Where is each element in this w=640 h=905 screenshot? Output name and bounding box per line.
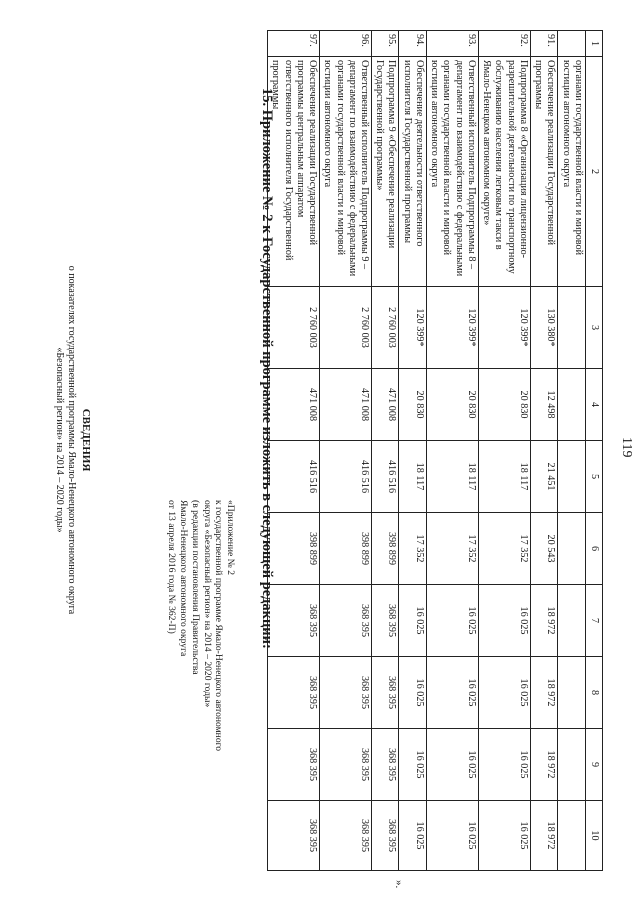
value-cell: 368 395	[268, 585, 320, 657]
column-header: 8	[585, 657, 602, 729]
value-cell: 16 025	[399, 729, 426, 801]
row-number: 91.	[530, 31, 557, 57]
table-row	[320, 31, 372, 871]
value-cell	[558, 287, 585, 369]
row-name: Обеспечение деятельности ответственного исполнителя Государственной программы	[399, 57, 426, 287]
value-cell: 368 395	[320, 585, 372, 657]
appendix-reference	[166, 500, 236, 850]
row-name: Подпрограмма 9 «Обеспечение реализации Государственной программы»	[372, 57, 399, 287]
value-cell: 20 830	[426, 369, 478, 441]
value-cell: 2 760 003	[320, 287, 372, 369]
value-cell: 17 352	[478, 513, 530, 585]
row-name: Ответственный исполнитель Подпрограммы 9 – департамент по взаимодействию с федеральными органами государственной власти и мировой юстиции автономного округа	[320, 57, 372, 287]
value-cell: 130 380*	[530, 287, 557, 369]
column-header: 3	[585, 287, 602, 369]
value-cell: 18 972	[530, 801, 557, 871]
appendix-line: к государственной программе Ямало-Ненецкого автономного	[213, 500, 225, 752]
value-cell: 368 395	[372, 657, 399, 729]
table-row	[558, 31, 585, 871]
column-header: 4	[585, 369, 602, 441]
row-number: 93.	[426, 31, 478, 57]
value-cell	[558, 513, 585, 585]
value-cell: 18 117	[399, 441, 426, 513]
value-cell: 18 972	[530, 729, 557, 801]
value-cell	[558, 801, 585, 871]
value-cell: 16 025	[478, 585, 530, 657]
value-cell: 18 972	[530, 657, 557, 729]
value-cell: 416 516	[268, 441, 320, 513]
column-header: 10	[585, 801, 602, 871]
value-cell: 368 395	[320, 801, 372, 871]
value-cell: 20 830	[478, 369, 530, 441]
value-cell: 16 025	[478, 657, 530, 729]
value-cell: 368 395	[268, 801, 320, 871]
appendix-line: «Приложение № 2	[225, 500, 236, 576]
value-cell: 20 543	[530, 513, 557, 585]
value-cell	[558, 441, 585, 513]
svedenia-line: о показателях государственной программы Ямало-Ненецкого автономного округа	[66, 265, 78, 615]
value-cell: 368 395	[320, 729, 372, 801]
table-row	[372, 31, 399, 871]
closing-quote: ».	[393, 880, 405, 889]
value-cell: 120 399*	[426, 287, 478, 369]
column-header: 2	[585, 57, 602, 287]
value-cell: 16 025	[426, 729, 478, 801]
value-cell: 16 025	[478, 801, 530, 871]
value-cell: 471 008	[268, 369, 320, 441]
table-row	[426, 31, 478, 871]
page-number: 119	[619, 437, 634, 458]
value-cell: 368 395	[268, 729, 320, 801]
value-cell	[558, 585, 585, 657]
column-header: 7	[585, 585, 602, 657]
row-name: Подпрограмма 8 «Организация лицензионно-разрешительной деятельности по транспортному обслуживанию населения легковым такси в Ямало-Ненецком автономном округе»	[478, 57, 530, 287]
table-row	[530, 31, 557, 871]
value-cell: 18 117	[478, 441, 530, 513]
value-cell: 416 516	[320, 441, 372, 513]
value-cell: 20 830	[399, 369, 426, 441]
appendix-line: округа «Безопасный регион» на 2014 – 2020 годы»	[201, 500, 213, 708]
value-cell: 16 025	[399, 801, 426, 871]
value-cell: 368 395	[372, 801, 399, 871]
value-cell	[558, 729, 585, 801]
column-header: 5	[585, 441, 602, 513]
value-cell: 368 395	[268, 657, 320, 729]
row-name: Обеспечение реализации Государственной программы центральным аппаратом ответственного исполнителя Государственной программы	[268, 57, 320, 287]
value-cell: 16 025	[426, 801, 478, 871]
appendix-line: Ямало-Ненецкого автономного округа	[178, 500, 190, 657]
value-cell: 17 352	[399, 513, 426, 585]
value-cell: 416 516	[372, 441, 399, 513]
value-cell: 16 025	[426, 585, 478, 657]
value-cell: 17 352	[426, 513, 478, 585]
value-cell: 16 025	[399, 585, 426, 657]
value-cell: 16 025	[426, 657, 478, 729]
value-cell	[558, 657, 585, 729]
value-cell: 368 395	[372, 585, 399, 657]
row-number	[558, 31, 585, 57]
svedenia-line: «Безопасный регион» на 2014 – 2020 годы»	[53, 347, 65, 533]
value-cell: 120 399*	[399, 287, 426, 369]
column-header: 1	[585, 31, 602, 57]
row-number: 92.	[478, 31, 530, 57]
appendix-line: (в редакции постановления Правительства	[189, 500, 201, 675]
appendix-line: от 13 апреля 2016 года № 362-П)	[166, 500, 178, 634]
value-cell: 398 899	[320, 513, 372, 585]
value-cell	[558, 369, 585, 441]
row-number: 97.	[268, 31, 320, 57]
value-cell: 471 008	[320, 369, 372, 441]
value-cell: 12 498	[530, 369, 557, 441]
row-name: органами государственной власти и мировой юстиции автономного округа	[558, 57, 585, 287]
budget-table	[267, 30, 603, 871]
row-number: 95.	[372, 31, 399, 57]
value-cell: 398 899	[268, 513, 320, 585]
table-row	[399, 31, 426, 871]
value-cell: 2 760 003	[268, 287, 320, 369]
row-number: 96.	[320, 31, 372, 57]
table-row	[268, 31, 320, 871]
section-heading: 15. Приложение № 2 к Государственной программе изложить в следующей редакции:	[259, 88, 275, 649]
row-number: 94.	[399, 31, 426, 57]
value-cell: 368 395	[372, 729, 399, 801]
value-cell: 398 899	[372, 513, 399, 585]
column-header: 6	[585, 513, 602, 585]
column-header: 9	[585, 729, 602, 801]
svedenia-block	[52, 140, 92, 740]
value-cell: 120 399*	[478, 287, 530, 369]
value-cell: 471 008	[372, 369, 399, 441]
value-cell: 18 117	[426, 441, 478, 513]
value-cell: 18 972	[530, 585, 557, 657]
value-cell: 16 025	[399, 657, 426, 729]
table-row	[478, 31, 530, 871]
svedenia-title: СВЕДЕНИЯ	[80, 408, 92, 472]
value-cell: 368 395	[320, 657, 372, 729]
value-cell: 2 760 003	[372, 287, 399, 369]
value-cell: 21 451	[530, 441, 557, 513]
value-cell: 16 025	[478, 729, 530, 801]
row-name: Обеспечение реализации Государственной программы	[530, 57, 557, 287]
table-header-row	[585, 31, 602, 871]
row-name: Ответственный исполнитель Подпрограммы 8 – департамент по взаимодействию с федеральными органами государственной власти и мировой юстиции автономного округа	[426, 57, 478, 287]
